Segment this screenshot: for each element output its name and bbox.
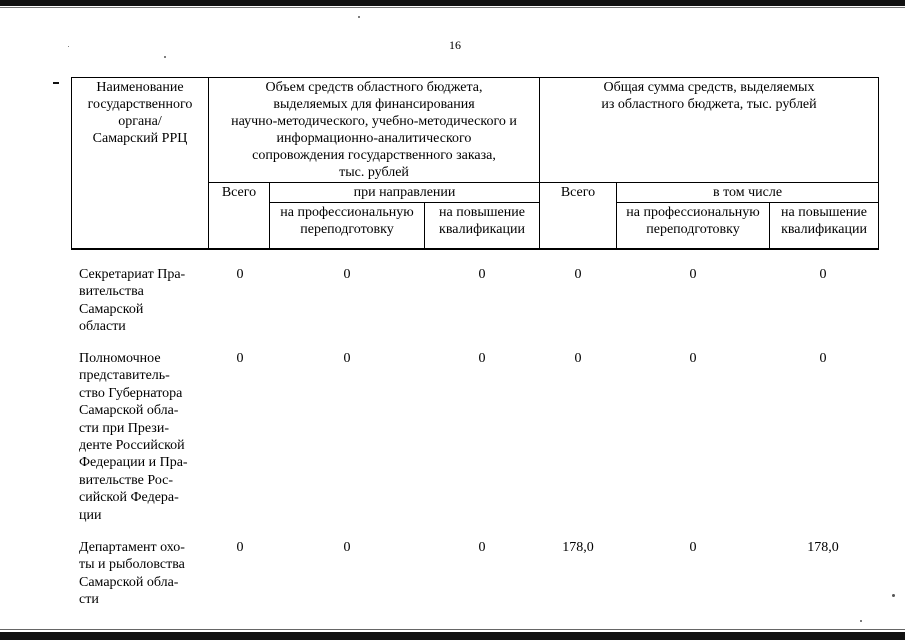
row2-prof-1: 0 <box>343 351 351 366</box>
header-total-sum: Общая сумма средств, выделяемых из областного бюджета, тыс. рублей <box>540 78 879 183</box>
scan-speck <box>860 620 862 622</box>
scan-speck <box>164 56 166 58</box>
row1-vsego-2: 0 <box>574 267 582 282</box>
header-org-name: Наименование государственного органа/ Самарский РРЦ <box>72 78 209 249</box>
row2-kval-2: 0 <box>819 351 827 366</box>
scan-speck <box>358 16 360 18</box>
row2-kval-1: 0 <box>478 351 486 366</box>
header-v-tom-chisle: в том числе <box>617 183 879 203</box>
scan-bottom-border <box>0 632 905 640</box>
page-number: 16 <box>449 38 461 52</box>
row1-vsego-1: 0 <box>236 267 244 282</box>
row-label-representation: Полномочное представитель- ство Губернатора Самарской обла- сти при Прези- денте Российской Федерации и Пра- вительстве Рос- сийской Федера- ции <box>79 351 188 523</box>
table-header <box>71 77 879 250</box>
header-vsego-1: Всего <box>209 183 270 249</box>
header-pri-napravlenii: при направлении <box>270 183 540 203</box>
header-kval-1: на повышение квалификации <box>425 203 540 249</box>
row1-kval-1: 0 <box>478 267 486 282</box>
row1-prof-1: 0 <box>343 267 351 282</box>
row3-kval-2: 178,0 <box>807 540 839 555</box>
scan-bottom-line <box>0 629 905 630</box>
header-prof-2: на профессиональную переподготовку <box>617 203 770 249</box>
header-budget-volume: Объем средств областного бюджета, выделяемых для финансирования научно-методического, учебно-методического и информационно-аналитического сопровождения государственного заказа, тыс. рублей <box>209 78 540 183</box>
scan-top-line <box>0 7 905 8</box>
row3-kval-1: 0 <box>478 540 486 555</box>
row3-prof-2: 0 <box>689 540 697 555</box>
row2-vsego-2: 0 <box>574 351 582 366</box>
row3-vsego-2: 178,0 <box>562 540 594 555</box>
scan-speck <box>892 594 895 597</box>
row3-prof-1: 0 <box>343 540 351 555</box>
row-label-hunting-dept: Департамент охо- ты и рыболовства Самарской обла- сти <box>79 540 185 608</box>
header-vsego-2: Всего <box>540 183 617 249</box>
row-label-secretariat: Секретариат Пра- вительства Самарской области <box>79 267 186 335</box>
row2-vsego-1: 0 <box>236 351 244 366</box>
row1-prof-2: 0 <box>689 267 697 282</box>
header-kval-2: на повышение квалификации <box>770 203 879 249</box>
row1-kval-2: 0 <box>819 267 827 282</box>
margin-dash-mark <box>53 82 59 84</box>
scan-top-border <box>0 0 905 6</box>
row3-vsego-1: 0 <box>236 540 244 555</box>
row2-prof-2: 0 <box>689 351 697 366</box>
scan-speck <box>68 46 69 47</box>
header-prof-1: на профессиональную переподготовку <box>270 203 425 249</box>
